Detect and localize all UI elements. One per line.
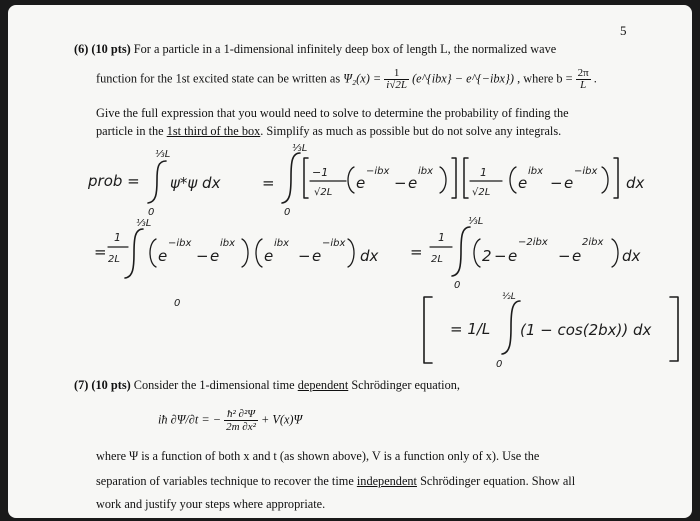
hw-e-10: e bbox=[572, 247, 582, 265]
problem-6-number: (6) bbox=[74, 42, 89, 56]
hw-e-5: e bbox=[158, 247, 168, 265]
psi-2-rhs: (e^{ibx} − e^{−ibx}) bbox=[412, 71, 515, 86]
hw-equals-1: = bbox=[262, 174, 275, 192]
problem-7-line-4: work and justify your steps where appropriate. bbox=[96, 497, 326, 511]
hw-e-7: e bbox=[264, 247, 274, 265]
hw-paren-open-3 bbox=[150, 239, 156, 267]
hw-integral-1 bbox=[148, 161, 166, 203]
hw-paren-close-1 bbox=[440, 167, 446, 193]
hw-upper-limit-4: ⅓L bbox=[468, 216, 484, 227]
hw-paren-open-5 bbox=[474, 239, 480, 267]
problem-6-text-1: For a particle in a 1-dimensional infinitely deep box of length L, the normalized wave bbox=[133, 42, 557, 56]
hw-lower-limit-4: 0 bbox=[454, 280, 461, 291]
hw-paren-close-2 bbox=[602, 167, 608, 193]
hw-upper-limit-5: ½L bbox=[502, 292, 516, 302]
psi-frac-num: 1 bbox=[384, 68, 409, 80]
problem-7-number: (7) bbox=[74, 378, 89, 392]
hw-e-6: e bbox=[210, 247, 220, 265]
hw-cos-term: (1 − cos(2bx)) dx bbox=[520, 321, 652, 339]
tdse-frac-num: ħ² ∂²Ψ bbox=[224, 408, 258, 421]
hw-two: 2 bbox=[482, 247, 492, 265]
hw-exp-3: ibx bbox=[528, 166, 544, 177]
hw-lower-limit-2: 0 bbox=[284, 207, 291, 218]
hw-exp-7: ibx bbox=[274, 238, 290, 249]
page-number: 5 bbox=[620, 23, 627, 38]
problem-6-text-2: function for the 1st excited state can be written as bbox=[96, 71, 341, 86]
hw-minus-2: − bbox=[550, 174, 563, 192]
hw-integral-4 bbox=[452, 227, 470, 276]
hw-minus-4: − bbox=[298, 247, 311, 265]
handwritten-solution bbox=[8, 5, 692, 518]
psi-frac-den: i√2L bbox=[386, 79, 407, 91]
problem-7-text-3a: separation of variables technique to recover the time bbox=[96, 474, 354, 488]
hw-integral-3 bbox=[125, 229, 143, 278]
problem-7-text-1a: Consider the 1-dimensional time bbox=[133, 378, 295, 392]
hw-e-9: e bbox=[508, 247, 518, 265]
hw-open-bracket-2 bbox=[464, 158, 468, 198]
problem-6-points: (10 pts) bbox=[91, 42, 131, 56]
hw-e-4: e bbox=[564, 174, 574, 192]
hw-minus-5: − bbox=[494, 247, 507, 265]
hw-sqrt-2l-1: √2L bbox=[314, 187, 333, 198]
hw-exp-9: −2ibx bbox=[518, 237, 548, 248]
hw-minus-1: − bbox=[394, 174, 407, 192]
hw-l2-num-1: 1 bbox=[114, 231, 121, 244]
hw-dx-3: dx bbox=[622, 247, 641, 265]
hw-close-bracket-1 bbox=[452, 158, 456, 198]
hw-paren-close-3 bbox=[242, 239, 248, 267]
hw-neg-one: −1 bbox=[312, 166, 329, 179]
hw-e-2: e bbox=[408, 174, 418, 192]
hw-lower-limit-3: 0 bbox=[174, 298, 181, 309]
problem-7-text-1b: Schrödinger equation, bbox=[351, 378, 460, 392]
hw-paren-open-2 bbox=[510, 167, 516, 193]
hw-final-frac: = 1/L bbox=[450, 320, 491, 338]
hw-equals-3: = bbox=[410, 243, 423, 261]
problem-7-line-2: where Ψ is a function of both x and t (as shown above), V is a function only of x). Use the bbox=[96, 449, 540, 463]
b-frac-den: L bbox=[580, 79, 587, 91]
hw-paren-close-4 bbox=[348, 239, 354, 267]
tdse-lhs: iħ ∂Ψ/∂t = − bbox=[158, 412, 222, 427]
tdse-rhs: + V(x)Ψ bbox=[260, 412, 303, 427]
hw-paren-open-4 bbox=[256, 239, 262, 267]
problem-6-text-4a: particle in the bbox=[96, 124, 164, 138]
hw-l2-den-2: 2L bbox=[431, 254, 443, 265]
problem-7-text-3b: Schrödinger equation. Show all bbox=[420, 474, 576, 488]
hw-minus-6: − bbox=[558, 247, 571, 265]
first-third-underlined: 1st third of the box bbox=[166, 124, 261, 138]
hw-upper-limit-3: ⅓L bbox=[136, 218, 152, 229]
hw-exp-1: −ibx bbox=[366, 166, 390, 177]
hw-l2-den-1: 2L bbox=[108, 254, 120, 265]
hw-prob-label: prob = bbox=[88, 172, 140, 190]
independent-underlined: independent bbox=[356, 474, 417, 488]
hw-upper-limit-2: ⅓L bbox=[292, 143, 308, 154]
psi-2-lhs: Ψ₂(x) = bbox=[343, 71, 382, 86]
hw-e-1: e bbox=[356, 174, 366, 192]
hw-one-1: 1 bbox=[480, 166, 487, 179]
problem-6-text-4b: . Simplify as much as possible but do not solve any integrals. bbox=[260, 124, 562, 138]
problem-7-line-1 bbox=[74, 379, 460, 391]
where-b-text: , where b = bbox=[517, 71, 573, 86]
hw-exp-10: 2ibx bbox=[582, 237, 604, 248]
hw-close-bracket-2 bbox=[614, 158, 618, 198]
hw-exp-5: −ibx bbox=[168, 238, 192, 249]
hw-dx-2: dx bbox=[360, 247, 379, 265]
hw-minus-3: − bbox=[196, 247, 209, 265]
hw-sqrt-2l-2: √2L bbox=[472, 187, 491, 198]
hw-integrand-1: ψ*ψ dx bbox=[170, 174, 221, 192]
document-page bbox=[8, 5, 692, 518]
hw-exp-8: −ibx bbox=[322, 238, 346, 249]
tdse-frac-den: 2m ∂x² bbox=[226, 421, 256, 433]
hw-box-close bbox=[670, 297, 678, 361]
hw-open-bracket-1 bbox=[304, 158, 308, 198]
hw-exp-6: ibx bbox=[220, 238, 236, 249]
hw-integral-5 bbox=[502, 301, 520, 354]
hw-exp-2: ibx bbox=[418, 166, 434, 177]
hw-l2-num-2: 1 bbox=[438, 231, 445, 244]
problem-7-points: (10 pts) bbox=[91, 378, 131, 392]
tdse-fraction bbox=[224, 408, 258, 433]
hw-dx-1: dx bbox=[626, 174, 645, 192]
schrodinger-equation bbox=[158, 408, 302, 433]
problem-6-line-3: Give the full expression that you would need to solve to determine the probability of finding the bbox=[96, 106, 569, 120]
hw-lower-limit-1: 0 bbox=[148, 207, 155, 218]
hw-integral-2 bbox=[282, 153, 300, 203]
hw-paren-open-1 bbox=[348, 167, 354, 193]
hw-e-3: e bbox=[518, 174, 528, 192]
hw-box-open bbox=[424, 297, 432, 363]
hw-equals-2: = bbox=[94, 243, 107, 261]
dependent-underlined: dependent bbox=[297, 378, 349, 392]
b-period: . bbox=[593, 71, 597, 86]
problem-7-line-3 bbox=[96, 475, 575, 487]
b-frac-num: 2π bbox=[577, 67, 589, 79]
hw-exp-4: −ibx bbox=[574, 166, 598, 177]
hw-lower-limit-5: 0 bbox=[496, 359, 503, 370]
hw-e-8: e bbox=[312, 247, 322, 265]
hw-paren-close-5 bbox=[612, 239, 618, 267]
hw-upper-limit-1: ⅓L bbox=[155, 149, 171, 160]
